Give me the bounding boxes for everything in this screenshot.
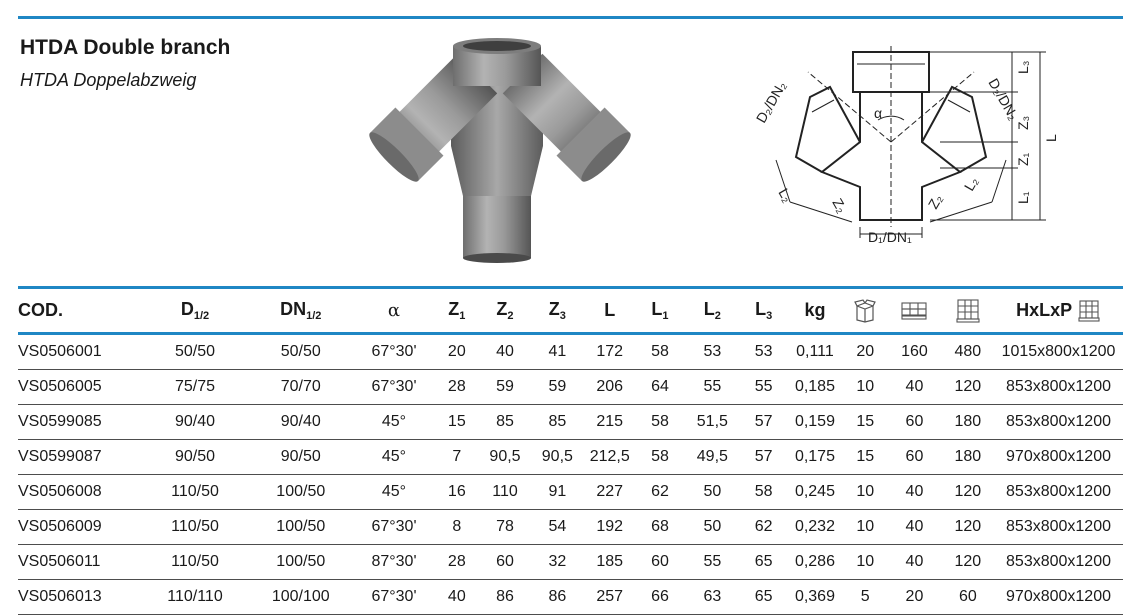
cell-code: VS0599087: [18, 440, 142, 475]
cell-z3: 91: [531, 475, 583, 510]
cell-l: 185: [584, 545, 636, 580]
cell-l2: 55: [684, 370, 741, 405]
cell-box: 15: [843, 440, 887, 475]
cell-z2: 59: [479, 370, 531, 405]
header-l3: $L_3$: [755, 299, 773, 322]
cell-alpha: 67°30': [353, 580, 435, 615]
cell-hxlxp: 853x800x1200: [994, 405, 1123, 440]
cell-l1: 68: [636, 510, 684, 545]
cell-z3: 86: [531, 580, 583, 615]
cell-l: 192: [584, 510, 636, 545]
cell-z3: 85: [531, 405, 583, 440]
header-kg: kg: [804, 300, 826, 320]
header-z1: $Z_1$: [448, 299, 466, 322]
cell-kg: 0,286: [787, 545, 844, 580]
cell-box: 10: [843, 510, 887, 545]
cell-alpha: 67°30': [353, 334, 435, 370]
header-pallet: [887, 288, 941, 334]
table-row: [18, 440, 1123, 475]
cell-pallet: 60: [887, 440, 941, 475]
cell-l2: 51,5: [684, 405, 741, 440]
cell-l3: 57: [741, 405, 787, 440]
cell-l2: 55: [684, 545, 741, 580]
cell-l: 227: [584, 475, 636, 510]
cell-hxlxp: 853x800x1200: [994, 510, 1123, 545]
cell-z1: 40: [435, 580, 479, 615]
table-row: [18, 580, 1123, 615]
cell-z2: 78: [479, 510, 531, 545]
label-d2-right: D₂/DN₂: [985, 75, 1022, 123]
cell-pallet: 40: [887, 545, 941, 580]
label-d2-left: D₂/DN₂: [752, 78, 790, 126]
cell-z2: 60: [479, 545, 531, 580]
cell-l1: 66: [636, 580, 684, 615]
cell-box: 10: [843, 370, 887, 405]
cell-code: VS0506008: [18, 475, 142, 510]
cell-box: 10: [843, 475, 887, 510]
cell-code: VS0506009: [18, 510, 142, 545]
cell-l: 212,5: [584, 440, 636, 475]
cell-l1: 64: [636, 370, 684, 405]
cell-z1: 8: [435, 510, 479, 545]
cell-alpha: 45°: [353, 475, 435, 510]
cell-d: 50/50: [142, 334, 249, 370]
header-code: COD.: [18, 300, 63, 320]
cell-pallet: 160: [887, 334, 941, 370]
cell-stacked-pallet: 480: [942, 334, 994, 370]
table-row: [18, 405, 1123, 440]
label-alpha: α: [874, 105, 883, 121]
header-z3: $Z_3$: [548, 299, 566, 322]
cell-l3: 53: [741, 334, 787, 370]
cell-code: VS0506013: [18, 580, 142, 615]
cell-l2: 50: [684, 475, 741, 510]
cell-dn: 70/70: [248, 370, 353, 405]
cell-d: 110/50: [142, 475, 249, 510]
table-header-row: [18, 288, 1123, 334]
label-l: L: [1043, 134, 1059, 142]
cell-z1: 20: [435, 334, 479, 370]
header-hxlxp: HxLxP: [994, 288, 1123, 334]
header-alpha: α: [387, 300, 401, 321]
cell-kg: 0,111: [787, 334, 844, 370]
cell-box: 10: [843, 545, 887, 580]
label-l3: L₃: [1015, 60, 1031, 74]
cell-kg: 0,185: [787, 370, 844, 405]
table-row: [18, 334, 1123, 370]
cell-l3: 55: [741, 370, 787, 405]
cell-d: 110/50: [142, 545, 249, 580]
cell-pallet: 60: [887, 405, 941, 440]
cell-z1: 28: [435, 545, 479, 580]
header-z2: $Z_2$: [496, 299, 514, 322]
cell-box: 5: [843, 580, 887, 615]
cell-l2: 49,5: [684, 440, 741, 475]
cell-z3: 41: [531, 334, 583, 370]
label-l1: L₁: [1015, 191, 1031, 204]
cell-dn: 90/40: [248, 405, 353, 440]
stacked-pallet-icon: [955, 298, 981, 324]
cell-code: VS0506001: [18, 334, 142, 370]
cell-d: 110/110: [142, 580, 249, 615]
cell-pallet: 40: [887, 370, 941, 405]
label-z2-right: Z₂: [924, 191, 946, 212]
cell-l1: 58: [636, 440, 684, 475]
cell-kg: 0,175: [787, 440, 844, 475]
cell-l2: 50: [684, 510, 741, 545]
cell-l: 172: [584, 334, 636, 370]
cell-box: 15: [843, 405, 887, 440]
product-title: HTDA Double branch: [20, 36, 231, 59]
cell-pallet: 40: [887, 475, 941, 510]
cell-dn: 100/100: [248, 580, 353, 615]
cell-alpha: 67°30': [353, 510, 435, 545]
cell-l3: 65: [741, 545, 787, 580]
product-subtitle: HTDA Doppelabzweig: [20, 70, 197, 90]
cell-z3: 59: [531, 370, 583, 405]
label-z3: Z₃: [1015, 115, 1031, 130]
cell-kg: 0,369: [787, 580, 844, 615]
cell-pallet: 20: [887, 580, 941, 615]
table-row: [18, 510, 1123, 545]
cell-l1: 62: [636, 475, 684, 510]
cell-kg: 0,245: [787, 475, 844, 510]
label-l2-right: L₂: [960, 174, 982, 194]
cell-stacked-pallet: 180: [942, 440, 994, 475]
label-l2-left: L₂: [775, 185, 796, 205]
top-rule: [18, 16, 1123, 19]
cell-l1: 58: [636, 405, 684, 440]
box-icon: [854, 299, 876, 323]
cell-code: VS0506011: [18, 545, 142, 580]
cell-l2: 63: [684, 580, 741, 615]
cell-hxlxp: 1015x800x1200: [994, 334, 1123, 370]
cell-code: VS0506005: [18, 370, 142, 405]
product-table-container: [18, 286, 1123, 615]
cell-d: 90/50: [142, 440, 249, 475]
cell-hxlxp: 853x800x1200: [994, 475, 1123, 510]
cell-hxlxp: 853x800x1200: [994, 370, 1123, 405]
cell-z2: 86: [479, 580, 531, 615]
cell-l: 257: [584, 580, 636, 615]
cell-dn: 90/50: [248, 440, 353, 475]
cell-stacked-pallet: 120: [942, 370, 994, 405]
header-d: $D_{1/2}$: [180, 299, 210, 322]
cell-dn: 50/50: [248, 334, 353, 370]
cell-alpha: 45°: [353, 440, 435, 475]
technical-drawing: [750, 42, 1090, 257]
cell-l3: 65: [741, 580, 787, 615]
cell-l1: 60: [636, 545, 684, 580]
cell-z1: 16: [435, 475, 479, 510]
cell-l1: 58: [636, 334, 684, 370]
cell-stacked-pallet: 120: [942, 475, 994, 510]
cell-l: 215: [584, 405, 636, 440]
label-z2-left: Z₂: [829, 195, 851, 216]
table-row: [18, 475, 1123, 510]
cell-kg: 0,159: [787, 405, 844, 440]
cell-dn: 100/50: [248, 475, 353, 510]
header-l: L: [604, 300, 616, 320]
pallet-icon: [900, 301, 928, 321]
cell-dn: 100/50: [248, 545, 353, 580]
cell-pallet: 40: [887, 510, 941, 545]
cell-stacked-pallet: 120: [942, 510, 994, 545]
label-d1: D₁/DN₁: [868, 229, 912, 245]
cell-z2: 40: [479, 334, 531, 370]
cell-alpha: 45°: [353, 405, 435, 440]
cell-hxlxp: 970x800x1200: [994, 440, 1123, 475]
cell-z2: 90,5: [479, 440, 531, 475]
cell-l3: 62: [741, 510, 787, 545]
cell-z3: 32: [531, 545, 583, 580]
cell-box: 20: [843, 334, 887, 370]
table-row: [18, 545, 1123, 580]
cell-code: VS0599085: [18, 405, 142, 440]
cell-z2: 85: [479, 405, 531, 440]
cell-l2: 53: [684, 334, 741, 370]
cell-d: 90/40: [142, 405, 249, 440]
header-l2: $L_2$: [703, 299, 721, 322]
cell-stacked-pallet: 60: [942, 580, 994, 615]
cell-alpha: 87°30': [353, 545, 435, 580]
cell-l3: 58: [741, 475, 787, 510]
cell-z2: 110: [479, 475, 531, 510]
cell-d: 75/75: [142, 370, 249, 405]
cell-z3: 54: [531, 510, 583, 545]
cell-hxlxp: 853x800x1200: [994, 545, 1123, 580]
cell-l: 206: [584, 370, 636, 405]
cell-kg: 0,232: [787, 510, 844, 545]
cell-l3: 57: [741, 440, 787, 475]
cell-z1: 15: [435, 405, 479, 440]
label-z1: Z₁: [1015, 152, 1031, 166]
cell-stacked-pallet: 180: [942, 405, 994, 440]
pallet-dimensions-icon: [1077, 299, 1101, 323]
header-dn: $DN_{1/2}$: [280, 299, 322, 322]
cell-stacked-pallet: 120: [942, 545, 994, 580]
header-box: [843, 288, 887, 334]
header-l1: $L_1$: [651, 299, 669, 322]
cell-z3: 90,5: [531, 440, 583, 475]
cell-z1: 28: [435, 370, 479, 405]
cell-alpha: 67°30': [353, 370, 435, 405]
header-stacked-pallet: [942, 288, 994, 334]
product-photo: [355, 36, 645, 264]
product-table: [18, 286, 1123, 615]
cell-hxlxp: 970x800x1200: [994, 580, 1123, 615]
cell-z1: 7: [435, 440, 479, 475]
cell-dn: 100/50: [248, 510, 353, 545]
table-row: [18, 370, 1123, 405]
cell-d: 110/50: [142, 510, 249, 545]
table-body: [18, 334, 1123, 615]
